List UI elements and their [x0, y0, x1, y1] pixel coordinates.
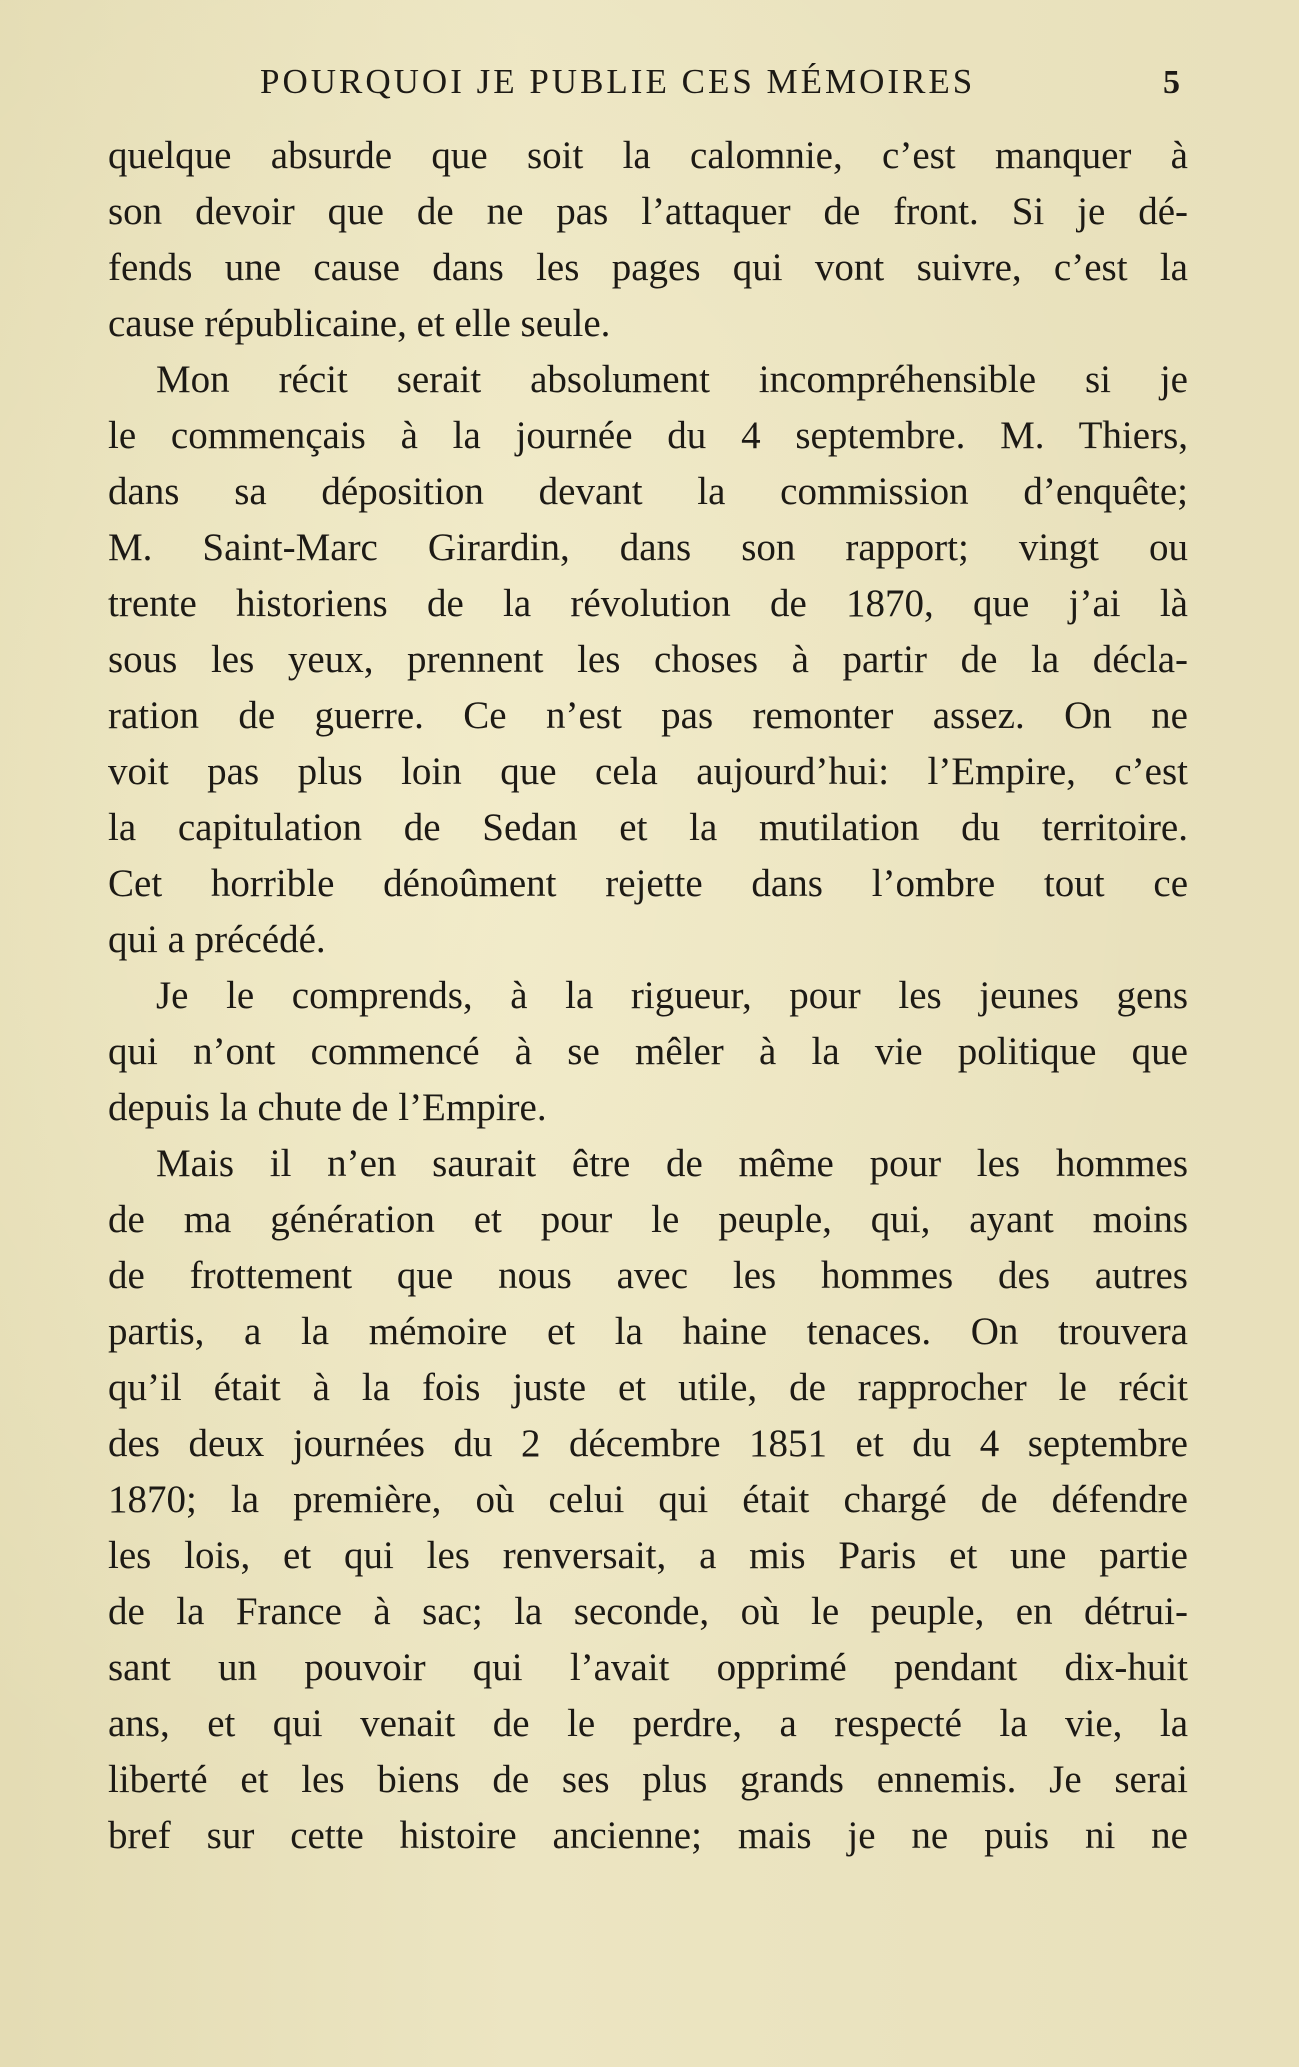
page-header [100, 62, 1180, 112]
text-line: qu’il était à la fois juste et utile, de rapprocher le récit [108, 1366, 1188, 1409]
text-line: la capitulation de Sedan et la mutilation du territoire. [108, 806, 1188, 849]
text-line: 1870; la première, où celui qui était chargé de défendre [108, 1478, 1188, 1521]
text-line: son devoir que de ne pas l’attaquer de front. Si je dé- [108, 190, 1188, 233]
page-number: 5 [1163, 64, 1180, 101]
text-line: cause républicaine, et elle seule. [108, 302, 611, 345]
text-line: de ma génération et pour le peuple, qui, ayant moins [108, 1198, 1188, 1241]
text-line: Cet horrible dénoûment rejette dans l’ombre tout ce [108, 862, 1188, 905]
text-line: de frottement que nous avec les hommes des autres [108, 1254, 1188, 1297]
text-line: sous les yeux, prennent les choses à partir de la décla- [108, 638, 1188, 681]
text-line: ration de guerre. Ce n’est pas remonter assez. On ne [108, 694, 1188, 737]
text-line: Je le comprends, à la rigueur, pour les jeunes gens [156, 974, 1188, 1017]
running-title: POURQUOI JE PUBLIE CES MÉMOIRES [260, 62, 976, 101]
text-line: dans sa déposition devant la commission d’enquête; [108, 470, 1188, 513]
text-line: des deux journées du 2 décembre 1851 et du 4 septembre [108, 1422, 1188, 1465]
text-line: sant un pouvoir qui l’avait opprimé pendant dix-huit [108, 1646, 1188, 1689]
text-line: liberté et les biens de ses plus grands ennemis. Je serai [108, 1758, 1188, 1801]
text-line: ans, et qui venait de le perdre, a respecté la vie, la [108, 1702, 1188, 1745]
text-line: Mon récit serait absolument incompréhensible si je [156, 358, 1188, 401]
body-text [108, 128, 1188, 1864]
text-line: qui a précédé. [108, 918, 326, 961]
text-line: quelque absurde que soit la calomnie, c’est manquer à [108, 134, 1188, 177]
text-line: fends une cause dans les pages qui vont suivre, c’est la [108, 246, 1188, 289]
text-line: Mais il n’en saurait être de même pour les hommes [156, 1142, 1188, 1185]
text-line: bref sur cette histoire ancienne; mais je ne puis ni ne [108, 1814, 1188, 1857]
text-line: le commençais à la journée du 4 septembre. M. Thiers, [108, 414, 1188, 457]
text-line: trente historiens de la révolution de 1870, que j’ai là [108, 582, 1188, 625]
text-line: voit pas plus loin que cela aujourd’hui: l’Empire, c’est [108, 750, 1188, 793]
text-line: qui n’ont commencé à se mêler à la vie politique que [108, 1030, 1188, 1073]
text-line: partis, a la mémoire et la haine tenaces. On trouvera [108, 1310, 1188, 1353]
text-line: depuis la chute de l’Empire. [108, 1086, 547, 1129]
text-line: de la France à sac; la seconde, où le peuple, en détrui- [108, 1590, 1188, 1633]
text-line: M. Saint-Marc Girardin, dans son rapport; vingt ou [108, 526, 1188, 569]
text-line: les lois, et qui les renversait, a mis Paris et une partie [108, 1534, 1188, 1577]
